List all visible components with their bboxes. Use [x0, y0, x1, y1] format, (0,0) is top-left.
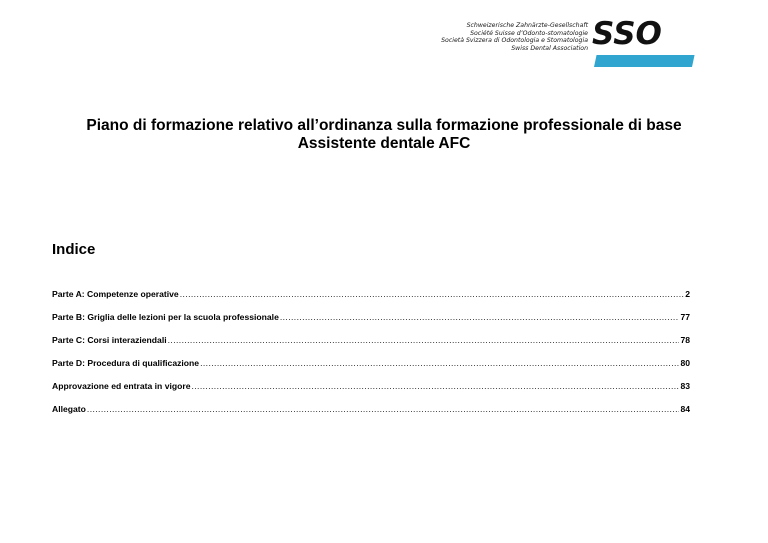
- toc-entry-page: 78: [680, 335, 690, 345]
- toc-leader: [180, 289, 685, 299]
- toc-entry[interactable]: [52, 335, 690, 358]
- logo-line: Société Suisse d’Odonto-stomatologie: [470, 29, 588, 37]
- logo-line: Società Svizzera di Odontologia e Stomatologia: [441, 37, 588, 45]
- toc-entry-page: 83: [680, 381, 690, 391]
- toc-leader: [191, 381, 679, 391]
- logo-line: Schweizerische Zahnärzte-Gesellschaft: [466, 22, 588, 29]
- title-line-2: Assistente dentale AFC: [297, 135, 471, 152]
- logo-accent-bar: [594, 55, 695, 67]
- toc-entry-label: Parte A: Competenze operative: [52, 289, 179, 299]
- document-title: [40, 117, 728, 153]
- logo-line: Swiss Dental Association: [511, 44, 588, 52]
- toc-entry-label: Parte B: Griglia delle lezioni per la scuola professionale: [52, 312, 279, 322]
- toc-entry[interactable]: [52, 381, 690, 404]
- toc-leader: [87, 404, 680, 414]
- toc-entry-label: Parte C: Corsi interaziendali: [52, 335, 167, 345]
- sso-logo: [420, 16, 692, 70]
- toc-leader: [168, 335, 680, 345]
- toc-leader: [280, 312, 680, 322]
- toc-entry-page: 2: [685, 289, 690, 299]
- toc-entry-label: Parte D: Procedura di qualificazione: [52, 358, 200, 368]
- toc-entry[interactable]: [52, 404, 690, 427]
- toc-entry-label: Allegato: [52, 404, 86, 414]
- toc-entry[interactable]: [52, 312, 690, 335]
- table-of-contents: [52, 289, 690, 427]
- toc-entry-page: 84: [680, 404, 690, 414]
- toc-entry-page: 77: [680, 312, 690, 322]
- toc-entry-page: 80: [680, 358, 690, 368]
- logo-text: [420, 22, 588, 52]
- logo-mark: SSO: [592, 16, 662, 52]
- title-line-1: Piano di formazione relativo all’ordinanza sulla formazione professionale di base: [86, 117, 682, 134]
- index-heading: Indice: [52, 241, 96, 258]
- toc-entry[interactable]: [52, 358, 690, 381]
- toc-leader: [200, 358, 679, 368]
- toc-entry[interactable]: [52, 289, 690, 312]
- toc-entry-label: Approvazione ed entrata in vigore: [52, 381, 191, 391]
